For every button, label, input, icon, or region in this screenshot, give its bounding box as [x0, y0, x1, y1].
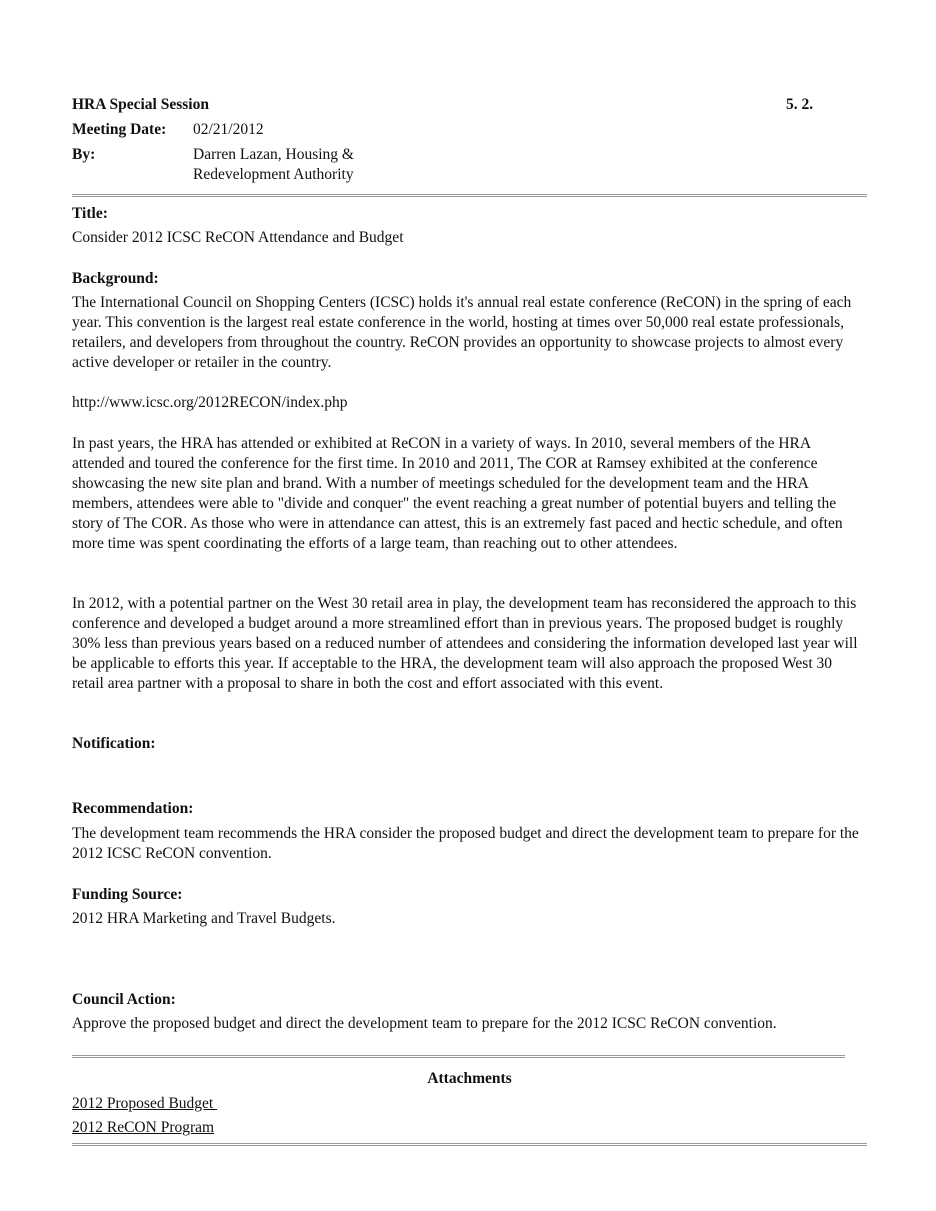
by-line-1: Darren Lazan, Housing & [193, 146, 354, 163]
attachment-link-proposed-budget[interactable]: 2012 Proposed Budget [72, 1095, 218, 1112]
background-paragraph-2: In past years, the HRA has attended or exhibited at ReCON in a variety of ways. In 2010, several members of the HRA attended and toured the conference for the first time. In 2010 and 2011, The COR at Ramsey exhibited at the conference showcasing the new site plan and brand. With a number of meetings scheduled for the development team and the HRA members, attendees were able to "divide and conquer" the event reaching a great number of potential buyers and telling the story of The COR. As those who were in attendance can attest, this is an extremely fast paced and hectic schedule, and often more time was spent coordinating the efforts of a large team, than reaching out to other attendees. [72, 435, 843, 552]
header-divider [72, 194, 867, 197]
meeting-date-value: 02/21/2012 [193, 121, 264, 138]
by-label: By: [72, 146, 96, 163]
recommendation-text: The development team recommends the HRA consider the proposed budget and direct the development team to prepare for the 2012 ICSC ReCON convention. [72, 825, 859, 862]
council-action-heading: Council Action: [72, 991, 176, 1008]
footer-divider [72, 1143, 867, 1146]
background-heading: Background: [72, 270, 159, 287]
notification-heading: Notification: [72, 735, 156, 752]
attachments-divider [72, 1055, 845, 1058]
title-heading: Title: [72, 205, 108, 222]
title-text: Consider 2012 ICSC ReCON Attendance and Budget [72, 229, 404, 246]
item-number: 5. 2. [786, 96, 814, 113]
background-paragraph-3: In 2012, with a potential partner on the West 30 retail area in play, the development team has reconsidered the approach to this conference and developed a budget around a more streamlined effort than in previous years. The proposed budget is roughly 30% less than previous years based on a reduced number of attendees and considering the information developed last year will be applicable to efforts this year. If acceptable to the HRA, the development team will also approach the proposed West 30 retail area partner with a proposal to share in both the cost and effort associated with this event. [72, 595, 858, 692]
by-line-2: Redevelopment Authority [193, 166, 354, 183]
recommendation-heading: Recommendation: [72, 800, 194, 817]
funding-text: 2012 HRA Marketing and Travel Budgets. [72, 910, 336, 927]
background-paragraph-1: The International Council on Shopping Centers (ICSC) holds it's annual real estate conference (ReCON) in the spring of each year. This convention is the largest real estate conference in the world, hosting at times over 50,000 real estate professionals, retailers, and developers from throughout the country. ReCON provides an opportunity to showcase projects to almost every active developer or retailer in the country. [72, 294, 852, 371]
council-action-text: Approve the proposed budget and direct the development team to prepare for the 2012 ICSC ReCON convention. [72, 1015, 777, 1032]
background-url: http://www.icsc.org/2012RECON/index.php [72, 394, 348, 411]
session-title: HRA Special Session [72, 96, 209, 113]
meeting-date-label: Meeting Date: [72, 121, 167, 138]
attachments-heading: Attachments [427, 1070, 512, 1087]
attachment-link-recon-program[interactable]: 2012 ReCON Program [72, 1119, 215, 1136]
funding-heading: Funding Source: [72, 886, 183, 903]
